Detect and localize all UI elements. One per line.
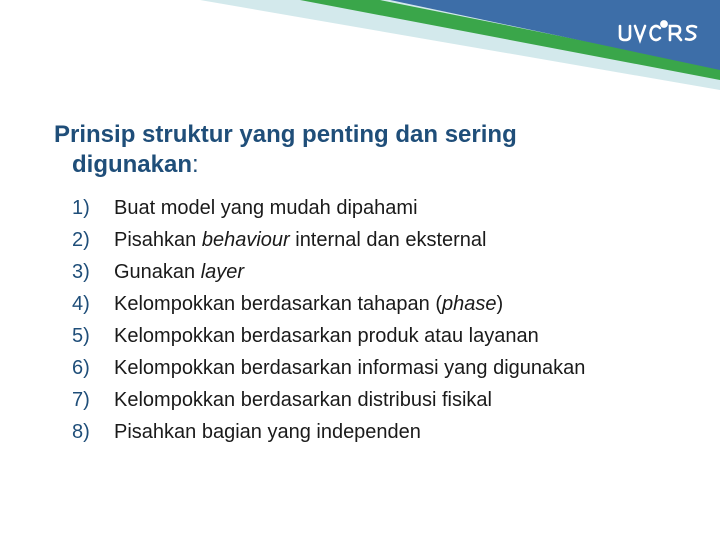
text-segment: Gunakan: [114, 261, 201, 283]
list-item-text: [114, 226, 486, 258]
list-item-text: [114, 258, 244, 290]
list-item-number: 2): [72, 229, 90, 251]
list-item: [72, 290, 712, 322]
list-item-number: 7): [72, 389, 90, 411]
list-item: [72, 322, 712, 354]
list-item-text: [114, 354, 585, 386]
list-item-number: 5): [72, 325, 90, 347]
list-item-text: [114, 322, 539, 354]
list-item-text: [114, 194, 418, 226]
list-item-number: 4): [72, 293, 90, 315]
text-segment: Kelompokkan berdasarkan produk atau layanan: [114, 325, 539, 347]
text-segment: ): [496, 293, 504, 315]
list-item-number: 1): [72, 197, 90, 219]
italic-term: behaviour: [201, 229, 290, 251]
text-segment: Buat model yang mudah dipahami: [114, 197, 418, 219]
header-banner: [0, 0, 720, 90]
text-segment: Kelompokkan berdasarkan informasi yang digunakan: [114, 357, 586, 379]
text-segment: internal dan eksternal: [289, 229, 487, 251]
title-line-2-text: digunakan: [72, 151, 193, 178]
title-line-1: Prinsip struktur yang penting dan sering: [54, 121, 517, 148]
list-item-text: [114, 418, 421, 450]
list-item: [72, 386, 712, 418]
list-item: [72, 258, 712, 290]
list-item-number: 3): [72, 261, 90, 283]
text-segment: Kelompokkan berdasarkan tahapan (: [114, 293, 442, 315]
italic-term: layer: [200, 261, 245, 283]
list-item: [72, 226, 712, 258]
list-item-number: 8): [72, 421, 90, 443]
list-item: [72, 194, 712, 226]
title-colon: :: [192, 151, 199, 178]
list-item-number: 6): [72, 357, 90, 379]
text-segment: Pisahkan: [114, 229, 202, 251]
text-segment: Pisahkan bagian yang independen: [114, 421, 421, 443]
list-item-text: [114, 386, 492, 418]
title-line-2: [54, 150, 654, 180]
list-item: [72, 354, 712, 386]
slide-title: [54, 120, 654, 180]
list-item-text: [114, 290, 503, 322]
list-item: [72, 418, 712, 450]
uvers-logo: [616, 16, 706, 48]
text-segment: Kelompokkan berdasarkan distribusi fisikal: [114, 389, 492, 411]
italic-term: phase: [442, 293, 497, 315]
principles-list: [72, 194, 712, 450]
